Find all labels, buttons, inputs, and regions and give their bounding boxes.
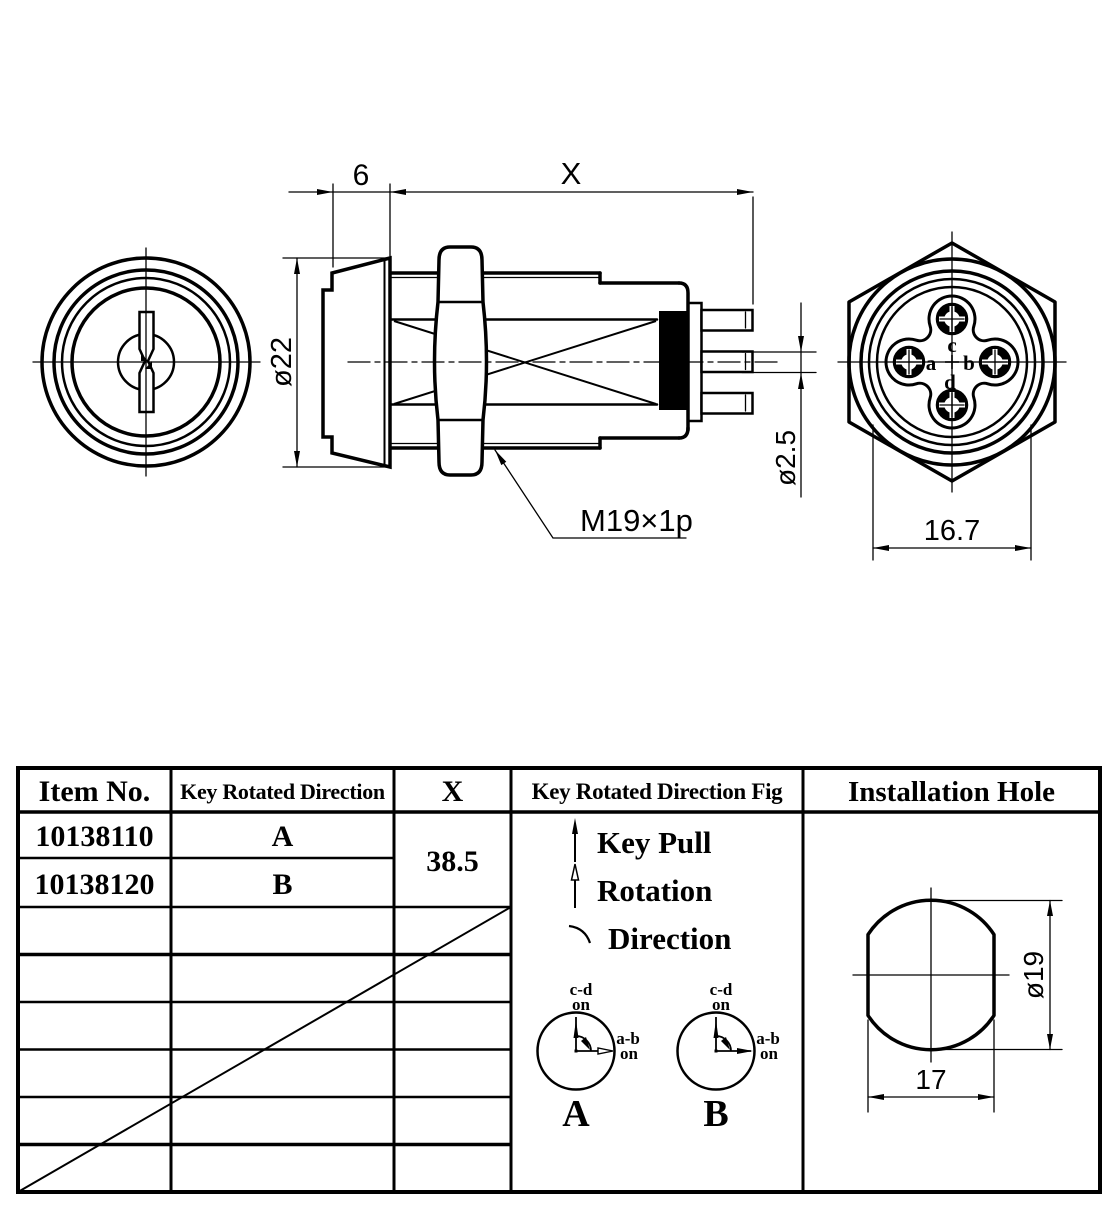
direction-fig-a bbox=[538, 980, 640, 1135]
row2-dir: B bbox=[272, 868, 293, 901]
row1-dir: A bbox=[271, 820, 294, 853]
spec-table bbox=[18, 768, 1100, 1192]
dim-6-label: 6 bbox=[352, 159, 370, 192]
header-key-rotated-direction: Key Rotated Direction bbox=[180, 779, 385, 804]
thread-callout bbox=[495, 450, 693, 538]
legend-key-pull: Key Pull bbox=[597, 825, 712, 860]
fig-b-solid-arrowhead bbox=[737, 1048, 753, 1054]
legend-direction: Direction bbox=[608, 921, 732, 956]
hole-diameter-label: ø19 bbox=[1018, 950, 1049, 1000]
x-value: 38.5 bbox=[426, 845, 479, 878]
fig-a-open-arrowhead bbox=[598, 1048, 613, 1054]
fig-a-ab: a-b bbox=[616, 1029, 640, 1048]
row2-item: 10138120 bbox=[34, 868, 155, 901]
dim-x-label: X bbox=[560, 156, 582, 191]
fig-a-cd-on: on bbox=[572, 995, 590, 1014]
fig-b-cd: c-d bbox=[709, 980, 733, 999]
dim-hex-width-label: 16.7 bbox=[923, 515, 981, 547]
fig-b-cd-on: on bbox=[712, 995, 730, 1014]
fig-legend bbox=[569, 818, 731, 956]
row1-item: 10138110 bbox=[35, 820, 154, 853]
side-view bbox=[323, 247, 782, 475]
header-item-no: Item No. bbox=[38, 775, 151, 808]
fig-b-ab-on: on bbox=[760, 1044, 778, 1063]
thread-spec-label: M19×1p bbox=[580, 503, 693, 538]
fig-a-ab-on: on bbox=[620, 1044, 638, 1063]
header-key-rotated-direction-fig: Key Rotated Direction Fig bbox=[531, 779, 783, 804]
fig-a-cd: c-d bbox=[569, 980, 593, 999]
fig-a-label: A bbox=[562, 1093, 590, 1135]
pin-label-b: b bbox=[963, 351, 975, 375]
fig-b-label: B bbox=[703, 1093, 729, 1135]
installation-hole-figure bbox=[853, 888, 1062, 1112]
dim-cap-diameter-label: ø22 bbox=[266, 337, 298, 387]
direction-fig-b bbox=[678, 980, 780, 1135]
legend-rotation: Rotation bbox=[597, 873, 713, 908]
dim-pin-diameter-label: ø2.5 bbox=[770, 429, 801, 487]
direction-arc-icon bbox=[569, 926, 590, 943]
hex-nut-side bbox=[435, 247, 487, 475]
rear-view bbox=[838, 232, 1066, 492]
pin-label-c: c bbox=[947, 333, 957, 357]
header-x: X bbox=[441, 775, 464, 808]
pin-label-a: a bbox=[925, 351, 937, 375]
key-pull-arrow-icon bbox=[572, 818, 578, 834]
rotation-arrow-icon bbox=[572, 864, 579, 880]
header-installation-hole: Installation Hole bbox=[847, 776, 1056, 808]
pin-label-d: d bbox=[944, 370, 956, 394]
hole-width-label: 17 bbox=[915, 1064, 947, 1095]
front-view bbox=[33, 248, 260, 476]
fig-b-ab: a-b bbox=[756, 1029, 780, 1048]
